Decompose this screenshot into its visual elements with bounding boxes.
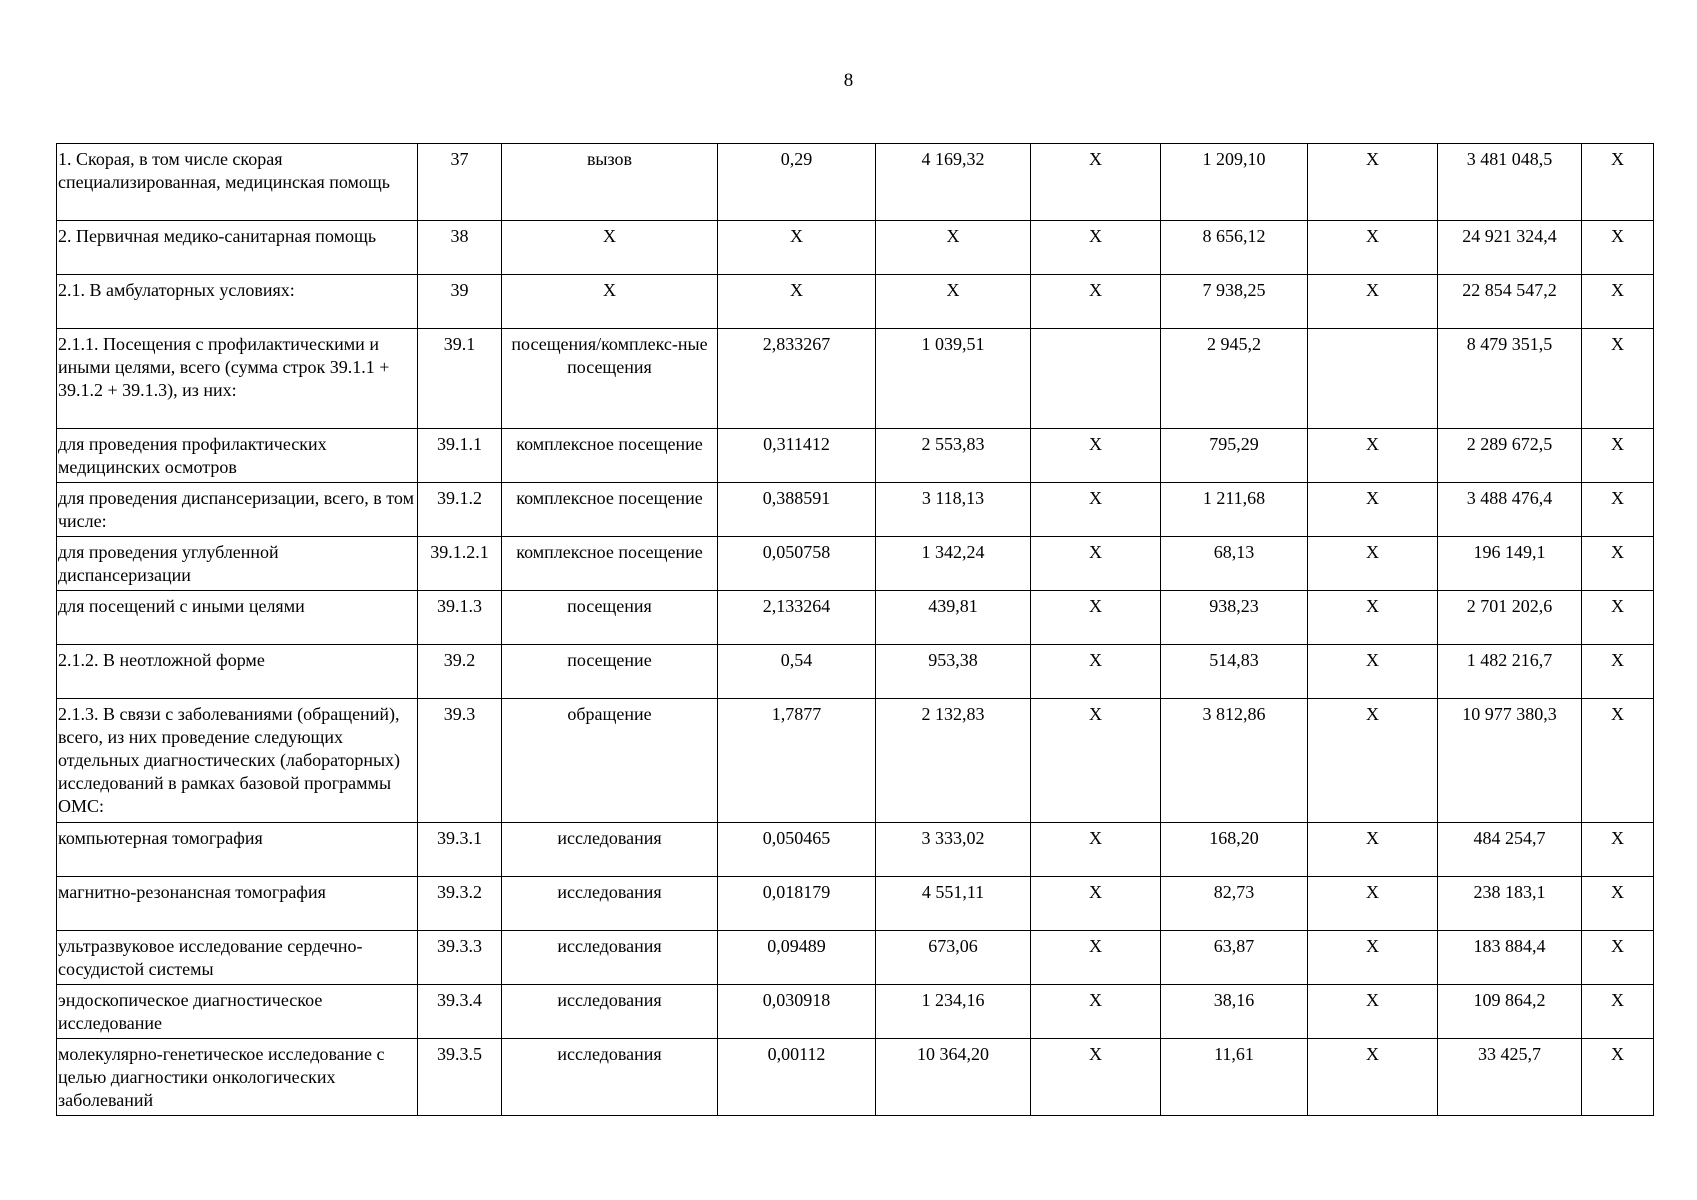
row-code: 39.2 — [418, 645, 502, 699]
per-capita-cell: 68,13 — [1161, 537, 1308, 591]
volume-cell: 0,54 — [718, 645, 876, 699]
col6-cell: X — [1031, 699, 1161, 823]
unit-cell: посещения/комплекс-ные посещения — [502, 329, 718, 429]
data-table — [56, 143, 1654, 1116]
row-code: 39.3.1 — [418, 823, 502, 877]
table-row — [57, 537, 1654, 591]
col8-cell: X — [1308, 275, 1438, 329]
total-cell: 3 481 048,5 — [1438, 144, 1582, 221]
row-name: магнитно-резонансная томография — [57, 877, 418, 931]
col10-cell: X — [1582, 985, 1654, 1039]
col8-cell: X — [1308, 823, 1438, 877]
col8-cell: X — [1308, 877, 1438, 931]
col10-cell: X — [1582, 329, 1654, 429]
col6-cell: X — [1031, 877, 1161, 931]
volume-cell: 2,833267 — [718, 329, 876, 429]
total-cell: 8 479 351,5 — [1438, 329, 1582, 429]
row-code: 39.3.3 — [418, 931, 502, 985]
per-capita-cell: 7 938,25 — [1161, 275, 1308, 329]
col10-cell: X — [1582, 429, 1654, 483]
unit-cell: вызов — [502, 144, 718, 221]
per-capita-cell: 795,29 — [1161, 429, 1308, 483]
volume-cell: 0,09489 — [718, 931, 876, 985]
row-name: 2.1.2. В неотложной форме — [57, 645, 418, 699]
col6-cell: X — [1031, 823, 1161, 877]
col8-cell: X — [1308, 429, 1438, 483]
per-capita-cell: 3 812,86 — [1161, 699, 1308, 823]
volume-cell: 2,133264 — [718, 591, 876, 645]
row-code: 39.1.2.1 — [418, 537, 502, 591]
col10-cell: X — [1582, 931, 1654, 985]
volume-cell: X — [718, 221, 876, 275]
col10-cell: X — [1582, 537, 1654, 591]
col8-cell: X — [1308, 483, 1438, 537]
cost-cell: 439,81 — [876, 591, 1031, 645]
table-row — [57, 591, 1654, 645]
row-code: 39 — [418, 275, 502, 329]
total-cell: 33 425,7 — [1438, 1039, 1582, 1116]
per-capita-cell: 11,61 — [1161, 1039, 1308, 1116]
cost-cell: 4 551,11 — [876, 877, 1031, 931]
col6-cell: X — [1031, 275, 1161, 329]
col10-cell: X — [1582, 275, 1654, 329]
table-row — [57, 823, 1654, 877]
col8-cell — [1308, 329, 1438, 429]
cost-cell: 3 118,13 — [876, 483, 1031, 537]
col6-cell — [1031, 329, 1161, 429]
cost-cell: 10 364,20 — [876, 1039, 1031, 1116]
per-capita-cell: 38,16 — [1161, 985, 1308, 1039]
row-name: для проведения диспансеризации, всего, в том числе: — [57, 483, 418, 537]
col10-cell: X — [1582, 699, 1654, 823]
cost-cell: X — [876, 221, 1031, 275]
row-code: 39.1.3 — [418, 591, 502, 645]
cost-cell: 673,06 — [876, 931, 1031, 985]
total-cell: 2 289 672,5 — [1438, 429, 1582, 483]
row-name: эндоскопическое диагностическое исследование — [57, 985, 418, 1039]
col6-cell: X — [1031, 1039, 1161, 1116]
row-name: ультразвуковое исследование сердечно-сосудистой системы — [57, 931, 418, 985]
cost-cell: 2 553,83 — [876, 429, 1031, 483]
col6-cell: X — [1031, 591, 1161, 645]
volume-cell: 0,311412 — [718, 429, 876, 483]
volume-cell: 0,29 — [718, 144, 876, 221]
total-cell: 22 854 547,2 — [1438, 275, 1582, 329]
table-row — [57, 1039, 1654, 1116]
row-code: 39.3.4 — [418, 985, 502, 1039]
row-name: для проведения профилактических медицинских осмотров — [57, 429, 418, 483]
col8-cell: X — [1308, 221, 1438, 275]
table-row — [57, 429, 1654, 483]
unit-cell: X — [502, 275, 718, 329]
row-code: 39.1 — [418, 329, 502, 429]
table-row — [57, 931, 1654, 985]
unit-cell: посещение — [502, 645, 718, 699]
per-capita-cell: 938,23 — [1161, 591, 1308, 645]
cost-cell: 953,38 — [876, 645, 1031, 699]
col6-cell: X — [1031, 645, 1161, 699]
row-name: 2.1.1. Посещения с профилактическими и иными целями, всего (сумма строк 39.1.1 + 39.1.2 + 39.1.3), из них: — [57, 329, 418, 429]
unit-cell: комплексное посещение — [502, 483, 718, 537]
col10-cell: X — [1582, 1039, 1654, 1116]
volume-cell: 0,050758 — [718, 537, 876, 591]
total-cell: 3 488 476,4 — [1438, 483, 1582, 537]
col10-cell: X — [1582, 877, 1654, 931]
col8-cell: X — [1308, 1039, 1438, 1116]
row-name: 2. Первичная медико-санитарная помощь — [57, 221, 418, 275]
unit-cell: исследования — [502, 1039, 718, 1116]
cost-cell: 1 342,24 — [876, 537, 1031, 591]
row-code: 37 — [418, 144, 502, 221]
row-name: для проведения углубленной диспансеризации — [57, 537, 418, 591]
total-cell: 1 482 216,7 — [1438, 645, 1582, 699]
total-cell: 10 977 380,3 — [1438, 699, 1582, 823]
col10-cell: X — [1582, 591, 1654, 645]
col10-cell: X — [1582, 221, 1654, 275]
col6-cell: X — [1031, 221, 1161, 275]
unit-cell: исследования — [502, 931, 718, 985]
unit-cell: обращение — [502, 699, 718, 823]
col6-cell: X — [1031, 144, 1161, 221]
col6-cell: X — [1031, 931, 1161, 985]
col8-cell: X — [1308, 931, 1438, 985]
table-row — [57, 329, 1654, 429]
row-name: для посещений с иными целями — [57, 591, 418, 645]
per-capita-cell: 82,73 — [1161, 877, 1308, 931]
row-code: 39.1.1 — [418, 429, 502, 483]
cost-cell: 3 333,02 — [876, 823, 1031, 877]
table-row — [57, 985, 1654, 1039]
per-capita-cell: 63,87 — [1161, 931, 1308, 985]
page-number: 8 — [843, 70, 854, 91]
per-capita-cell: 514,83 — [1161, 645, 1308, 699]
col8-cell: X — [1308, 591, 1438, 645]
total-cell: 109 864,2 — [1438, 985, 1582, 1039]
col6-cell: X — [1031, 985, 1161, 1039]
row-code: 39.1.2 — [418, 483, 502, 537]
volume-cell: 0,030918 — [718, 985, 876, 1039]
col8-cell: X — [1308, 699, 1438, 823]
col8-cell: X — [1308, 537, 1438, 591]
total-cell: 2 701 202,6 — [1438, 591, 1582, 645]
col10-cell: X — [1582, 823, 1654, 877]
row-code: 39.3.2 — [418, 877, 502, 931]
col6-cell: X — [1031, 537, 1161, 591]
row-name: 2.1.3. В связи с заболеваниями (обращений), всего, из них проведение следующих отдельных диагностических (лабораторных) исследований в рамках базовой программы ОМС: — [57, 699, 418, 823]
unit-cell: комплексное посещение — [502, 537, 718, 591]
table-row — [57, 645, 1654, 699]
row-code: 39.3.5 — [418, 1039, 502, 1116]
row-code: 38 — [418, 221, 502, 275]
row-name: компьютерная томография — [57, 823, 418, 877]
unit-cell: X — [502, 221, 718, 275]
volume-cell: 0,018179 — [718, 877, 876, 931]
unit-cell: комплексное посещение — [502, 429, 718, 483]
cost-cell: X — [876, 275, 1031, 329]
total-cell: 196 149,1 — [1438, 537, 1582, 591]
per-capita-cell: 2 945,2 — [1161, 329, 1308, 429]
cost-cell: 1 039,51 — [876, 329, 1031, 429]
table-row — [57, 877, 1654, 931]
table-row — [57, 221, 1654, 275]
col6-cell: X — [1031, 483, 1161, 537]
per-capita-cell: 8 656,12 — [1161, 221, 1308, 275]
row-name: 1. Скорая, в том числе скорая специализированная, медицинская помощь — [57, 144, 418, 221]
cost-cell: 1 234,16 — [876, 985, 1031, 1039]
row-name: молекулярно-генетическое исследование с целью диагностики онкологических заболеваний — [57, 1039, 418, 1116]
volume-cell: 0,050465 — [718, 823, 876, 877]
volume-cell: X — [718, 275, 876, 329]
per-capita-cell: 168,20 — [1161, 823, 1308, 877]
unit-cell: исследования — [502, 985, 718, 1039]
unit-cell: исследования — [502, 877, 718, 931]
row-code: 39.3 — [418, 699, 502, 823]
table-row — [57, 699, 1654, 823]
volume-cell: 0,00112 — [718, 1039, 876, 1116]
volume-cell: 1,7877 — [718, 699, 876, 823]
table-row — [57, 275, 1654, 329]
total-cell: 183 884,4 — [1438, 931, 1582, 985]
total-cell: 484 254,7 — [1438, 823, 1582, 877]
col10-cell: X — [1582, 645, 1654, 699]
table-row — [57, 144, 1654, 221]
col8-cell: X — [1308, 985, 1438, 1039]
cost-cell: 4 169,32 — [876, 144, 1031, 221]
unit-cell: посещения — [502, 591, 718, 645]
per-capita-cell: 1 211,68 — [1161, 483, 1308, 537]
volume-cell: 0,388591 — [718, 483, 876, 537]
unit-cell: исследования — [502, 823, 718, 877]
col10-cell: X — [1582, 144, 1654, 221]
col10-cell: X — [1582, 483, 1654, 537]
col8-cell: X — [1308, 144, 1438, 221]
per-capita-cell: 1 209,10 — [1161, 144, 1308, 221]
total-cell: 238 183,1 — [1438, 877, 1582, 931]
col6-cell: X — [1031, 429, 1161, 483]
table-row — [57, 483, 1654, 537]
total-cell: 24 921 324,4 — [1438, 221, 1582, 275]
cost-cell: 2 132,83 — [876, 699, 1031, 823]
row-name: 2.1. В амбулаторных условиях: — [57, 275, 418, 329]
col8-cell: X — [1308, 645, 1438, 699]
